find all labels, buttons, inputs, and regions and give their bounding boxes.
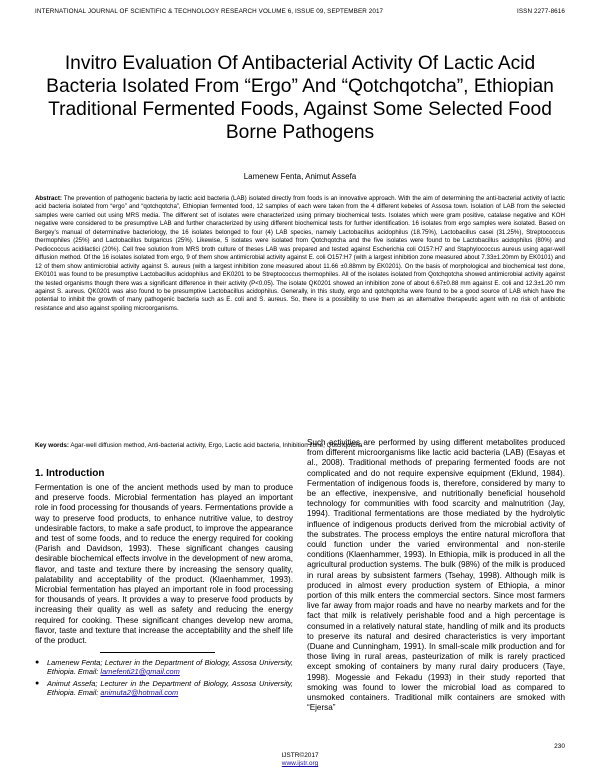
footnote-item: [35, 658, 293, 676]
intro-paragraph-left: Fermentation is one of the ancient methods used by man to produce and preserve foods. Microbial fermentation has played an important role in food processing for thousands of years. Fermentations provide a way to preserve food products, to enhance nutritive value, to destroy undesirable factors, to make a safe product, to improve the appearance and test of some foods, and to reduce the energy required for cooking (Parish and Davidson, 1993). These significant changes causing desirable biochemical effects involve in the development of new aroma, flavor, and taste and texture there by increasing the sensory quality, palatability and acceptability of the product. (Klaenhammer, 1993). Microbial fermentation has played an important role in food processing for thousands of years. It provides a way to preserve food products by increasing their quality as well as safety and reducing the energy required for cooking. These significant changes develop new aroma, flavor, taste and texture that increase the acceptability and the shelf life of the product.: [35, 483, 293, 646]
issn: ISSN 2277-8616: [517, 8, 565, 15]
journal-url-link[interactable]: www.ijstr.org: [281, 760, 319, 767]
footnote-text: Lamenew Fenta; Lecturer in the Department of Biology, Assosa University, Ethiopia. Email:: [47, 658, 293, 676]
abstract-text: The prevention of pathogenic bacteria by lactic acid bacteria (LAB) isolated directly from foods is an innovative approach. With the aim of determining the anti-bacterial activity of lactic acid bacteria isolated from “ergo” and “qotchqotcha”, Ethiopian fermented food, 12 samples of each were taken from the 4 different kebeles of Assosa town. Isolation of LAB from the selected samples were carried out using MRS media. The different set of isolates were characterized using primary biochemical tests. Isolates which were gram positive, catalase negative and KOH negative were considered to be presumptive LAB and further characterized by using different biochemical tests for further identification. 16 isolates from ergo samples were isolated. Based on Bergey’s manual of determinative bacteriology, the 16 isolates belonged to four (4) LAB species, namely Lactobacillus acidophilus (18.75%), Lactobacillus casei (31.25%), Streptococcus thermophiles (25%) and Lactobacillus bulgaricus (25%). Likewise, 5 isolates were isolated from Qotchqotcha and the five isolates were found to be Lactobacillus acidophilus (80%) and Pediococcus acidilactici (20%). Cell free solution from MRS broth culture of theses LAB was prepared and tested against Escherichia coli O157:H7 and Staphylococcus aureus using agar-well diffusion method. Of the 16 isolates isolated from ergo, 9 of them show antimicrobial activity against E. coli O157:H7 (with a largest inhibition zone measured about 7.33±1.20mm by EK0101) and 12 of them show antimicrobial activity against S. aureus (with a largest inhibition zone measured about 11.66 ±0.88mm by EK0201). On the basis of morphological and biochemical test done, EK0101 was found to be presumptive Lactobacillus acidophilus and EK0201 to be Streptococcus thermophiles. All of the isolates isolated from Qotchqotcha showed antimicrobial activity against the tested organisms though there was a significant difference in their activity (P<0.05). The isolate QK0201 showed an inhibition zone of about 6.67±0.88 mm against E. coli and 12.3±1.20 mm against S. aureus. QK0201 was also found to be presumptive Lactobacillus acidophilus. Generally, in this study, ergo and qotchqotcha were found to be a good source of LAB which have the potential to inhibit the growth of many pathogenic bacteria such as E. coli and S. aureus. So, there is a possibility to use them as an alternative therapeutic agent with no risk of antibiotic resistance and also against spoiling microorganisms.: [35, 195, 565, 312]
author-email-link[interactable]: animuta2@hotmail.com: [100, 688, 179, 697]
page-number: 230: [554, 743, 565, 750]
right-column: [307, 438, 565, 713]
keywords-text: Agar-well diffusion method, Anti-bacterial activity, Ergo, Lactic acid bacteria, Inhibition zone, Qotchqotcha: [68, 442, 363, 449]
journal-name: INTERNATIONAL JOURNAL OF SCIENTIFIC & TECHNOLOGY RESEARCH VOLUME 6, ISSUE 09, SEPTEMBER 2017: [35, 8, 384, 15]
author-email-link[interactable]: lamefenti21@gmail.com: [100, 667, 180, 676]
footnote-divider: [100, 652, 215, 653]
abstract: [35, 195, 565, 313]
section-heading-introduction: 1. Introduction: [35, 468, 105, 479]
keywords-label: Key words:: [35, 442, 69, 449]
author-footnotes: [35, 658, 293, 700]
paper-title: Invitro Evaluation Of Antibacterial Activity Of Lactic Acid Bacteria Isolated From “Ergo” And “Qotchqotcha”, Ethiopian Traditional Fermented Foods, Against Some Selected Food Borne Pathogens: [46, 53, 554, 143]
footnote-item: [35, 679, 293, 697]
bullet-icon: ●: [35, 659, 40, 666]
page-footer: [0, 752, 600, 768]
left-column: [35, 468, 293, 646]
bullet-icon: ●: [35, 680, 40, 687]
intro-paragraph-right: Such activities are performed by using different metabolites produced from different microorganisms like lactic acid bacteria (LAB) (Esayas et al., 2008). Traditional methods of preparing fermented foods are not complicated and do not require expensive equipment (Eklund, 1984). Fermentation of indigenous foods is, therefore, considered by many to be an effective, inexpensive, and nutritionally beneficial household technology for communities with food scarcity and malnutrition (Jay, 1994). Traditional fermentations are those mediated by the hydrolytic influence of indigenous products derived from the microbial activity of the substrates. The process employs the entire natural microflora that could function under the varied environmental and non-sterile conditions (Klaenhammer, 1993). In Ethiopia, milk is produced in all the agricultural production systems. The bulk (98%) of the milk is produced in rural areas by subsistent farmers (Tsehay, 1998). Although milk is produced in almost every production system of Ethiopia, a minor portion of this milk enters the commercial sectors. Since most farmers live far away from major roads and have no nearby markets and for the fact that milk is relatively perishable food and a high percentage is consumed in a relatively natural state, handling of milk and its products to preserve its natural and desired characteristics is very important (Duane and Cunningham, 1991). In small-scale milk production and for those living in rural areas, pasteurization of milk is rarely practiced except smoking of containers by many rural dairy producers (Taye, 1998). Mogessie and Fekadu (1993) in their study reported that smoking was found to lower the microbial load as compared to unsmoked containers. Traditional milk containers are smoked with “Ejersa”: [307, 438, 565, 713]
footnote-text: Animut Assefa; Lecturer in the Department of Biology, Assosa University, Ethiopia. Email:: [47, 679, 293, 697]
abstract-label: Abstract:: [35, 195, 62, 202]
running-header: [35, 8, 565, 15]
authors: Lamenew Fenta, Animut Assefa: [243, 172, 357, 181]
copyright: IJSTR©2017: [281, 752, 319, 759]
